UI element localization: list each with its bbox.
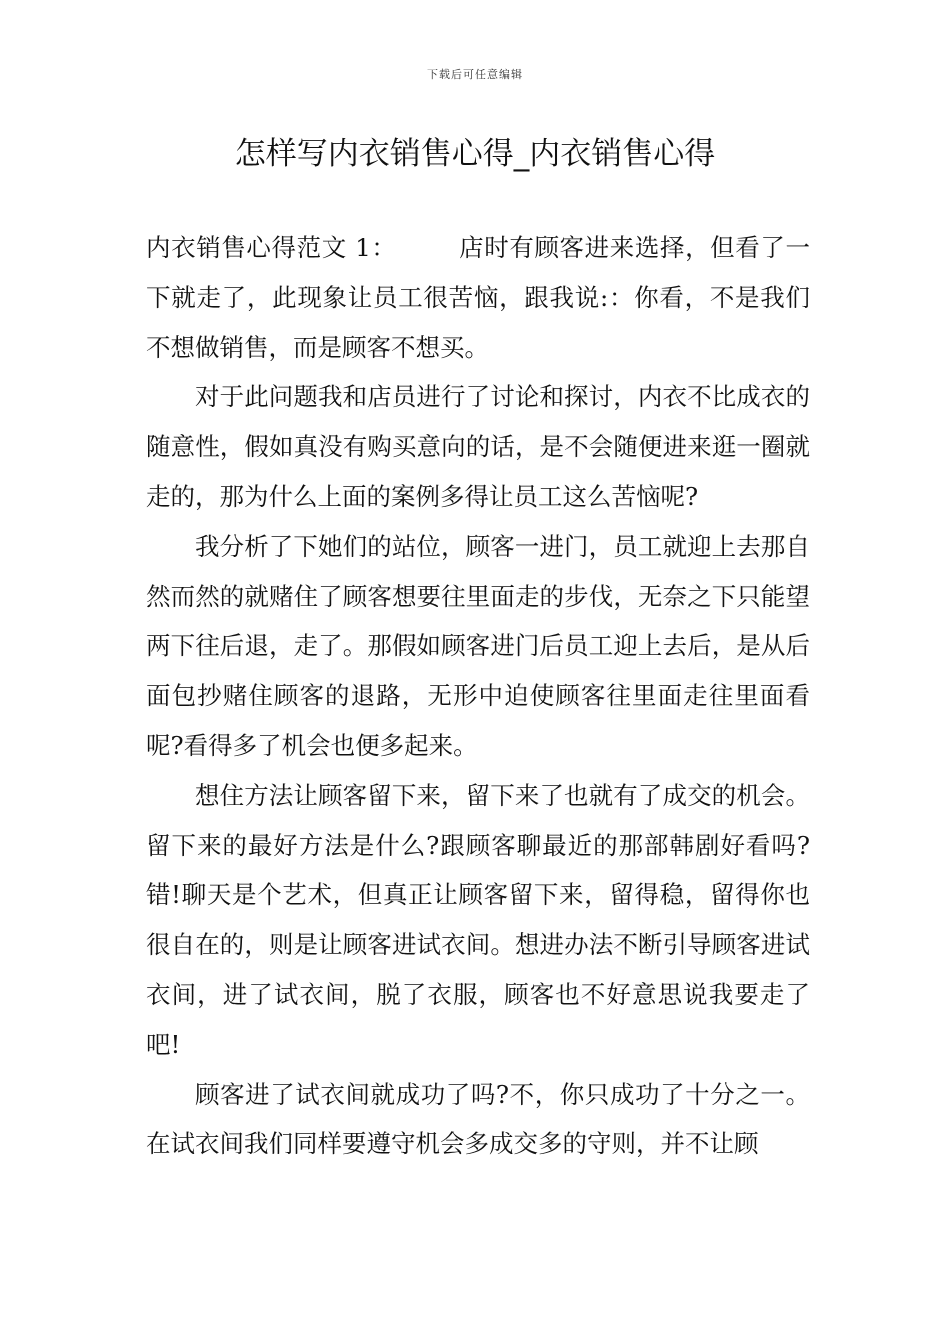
paragraph-5: 顾客进了试衣间就成功了吗?不，你只成功了十分之一。在试衣间我们同样要遵守机会多成交多的守则，并不让顾	[146, 1079, 810, 1159]
paragraph-2: 对于此问题我和店员进行了讨论和探讨，内衣不比成衣的随意性，假如真没有购买意向的话，是不会随便进来逛一圈就走的，那为什么上面的案例多得让员工这么苦恼呢?	[146, 382, 810, 511]
sample-label: 内衣销售心得范文 1：	[146, 233, 397, 262]
header-note: 下载后可任意编辑	[427, 68, 523, 81]
document-title: 怎样写内衣销售心得_内衣销售心得	[234, 136, 716, 172]
paragraph-1	[146, 223, 810, 372]
paragraph-1-text: 店时有顾客进来选择，但看了一下就走了，此现象让员工很苦恼，跟我说:：你看，不是我们不想做销售，而是顾客不想买。	[146, 233, 810, 362]
paragraph-3: 我分析了下她们的站位，顾客一进门，员工就迎上去那自然而然的就赌住了顾客想要往里面走的步伐，无奈之下只能望两下往后退，走了。那假如顾客进门后员工迎上去后，是从后面包抄赌住顾客的退路，无形中迫使顾客往里面走往里面看呢?看得多了机会也便多起来。	[146, 531, 810, 760]
paragraph-4: 想住方法让顾客留下来，留下来了也就有了成交的机会。留下来的最好方法是什么?跟顾客聊最近的那部韩剧好看吗?错!聊天是个艺术，但真正让顾客留下来，留得稳，留得你也很自在的，则是让顾客进试衣间。想进办法不断引导顾客进试衣间，进了试衣间，脱了衣服，顾客也不好意思说我要走了吧!	[146, 780, 810, 1059]
document-body	[146, 223, 810, 1169]
